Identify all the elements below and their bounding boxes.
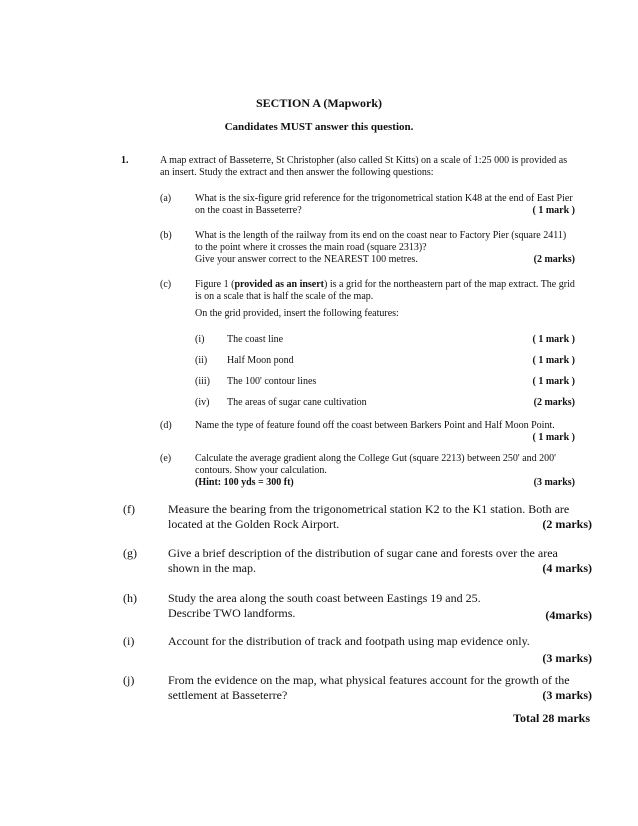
part-e-text: Calculate the average gradient along the College Gut (square 2213) between 250' and 200' contours. Show your calculation. [195, 453, 556, 476]
subitem-text: The 100' contour lines [227, 376, 317, 387]
subitem-label: (iv) [195, 397, 210, 408]
part-g-marks: (4 marks) [542, 561, 592, 575]
subitem-label: (i) [195, 334, 205, 345]
part-c-text-pre: Figure 1 ( [195, 279, 235, 290]
subitem-text: Half Moon pond [227, 355, 294, 366]
part-j [168, 673, 592, 703]
subitem-marks: ( 1 mark ) [532, 334, 575, 345]
part-h-text2: Describe TWO landforms. [168, 606, 296, 620]
part-h-text: Study the area along the south coast between Eastings 19 and 25. [168, 591, 481, 605]
subitem-marks: ( 1 mark ) [532, 376, 575, 387]
part-a-marks: ( 1 mark ) [532, 205, 575, 216]
total-marks: Total 28 marks [513, 711, 590, 725]
part-e-marks: (3 marks) [533, 477, 575, 488]
part-j-marks: (3 marks) [542, 688, 592, 702]
subitem-marks: (2 marks) [533, 397, 575, 408]
part-d-label: (d) [160, 420, 172, 431]
part-c-text2: On the grid provided, insert the following features: [195, 308, 399, 319]
question-number: 1. [121, 155, 129, 166]
part-b-text: What is the length of the railway from its end on the coast near to Factory Pier (square 2411) to the point where it crosses the main road (square 2313)? [195, 230, 567, 253]
part-g-label: (g) [123, 546, 137, 560]
part-h [168, 591, 592, 623]
subitem-text: The areas of sugar cane cultivation [227, 397, 367, 408]
part-i [168, 634, 592, 666]
part-d-marks: ( 1 mark ) [532, 432, 575, 443]
part-f-label: (f) [123, 502, 135, 516]
part-a-text: What is the six-figure grid reference for the trigonometrical station K48 at the end of East Pier on the coast in Basseterre? [195, 193, 573, 216]
part-f-marks: (2 marks) [542, 517, 592, 531]
part-a [195, 193, 575, 217]
subitem [195, 376, 575, 397]
part-h-marks: (4marks) [545, 608, 592, 622]
part-d-text: Name the type of feature found off the coast between Barkers Point and Half Moon Point. [195, 420, 555, 431]
part-c-label: (c) [160, 279, 172, 290]
subitem-text: The coast line [227, 334, 284, 345]
subitem-marks: ( 1 mark ) [532, 355, 575, 366]
part-i-text: Account for the distribution of track and footpath using map evidence only. [168, 634, 530, 648]
subitem [195, 334, 575, 355]
part-c-text-bold: provided as an insert [234, 279, 325, 290]
part-e-label: (e) [160, 453, 172, 464]
instruction-text: Candidates MUST answer this question. [224, 121, 414, 133]
subitem [195, 355, 575, 376]
subitem [195, 397, 575, 418]
part-j-label: (j) [123, 673, 135, 687]
part-e-hint: (Hint: 100 yds = 300 ft) [195, 477, 294, 488]
question-intro: A map extract of Basseterre, St Christopher (also called St Kitts) on a scale of 1:25 000 is provided as an insert. Study the extract and then answer the following questions: [160, 155, 568, 178]
part-g-text: Give a brief description of the distribution of sugar cane and forests over the area shown in the map. [168, 546, 558, 575]
part-b-label: (b) [160, 230, 172, 241]
part-f-text: Measure the bearing from the trigonometrical station K2 to the K1 station. Both are located at the Golden Rock Airport. [168, 502, 570, 531]
part-e [195, 453, 575, 489]
part-h-label: (h) [123, 591, 137, 605]
part-c-items [195, 334, 575, 418]
part-c [195, 279, 575, 320]
part-i-marks: (3 marks) [542, 651, 592, 665]
subitem-label: (iii) [195, 376, 210, 387]
part-b [195, 230, 575, 266]
part-g [168, 546, 592, 576]
part-b-marks: (2 marks) [533, 254, 575, 265]
part-f [168, 502, 592, 532]
part-i-label: (i) [123, 634, 135, 648]
part-c-text-post: ) is a grid for the northeastern part of the map extract. The grid is on a scale that is half the scale of the map. [195, 279, 575, 302]
part-b-text2: Give your answer correct to the NEAREST 100 metres. [195, 254, 418, 265]
subitem-label: (ii) [195, 355, 208, 366]
part-c-text [195, 279, 575, 303]
section-title: SECTION A (Mapwork) [255, 96, 383, 110]
part-a-label: (a) [160, 193, 172, 204]
part-j-text: From the evidence on the map, what physical features account for the growth of the settlement at Basseterre? [168, 673, 570, 702]
part-d [195, 420, 575, 444]
